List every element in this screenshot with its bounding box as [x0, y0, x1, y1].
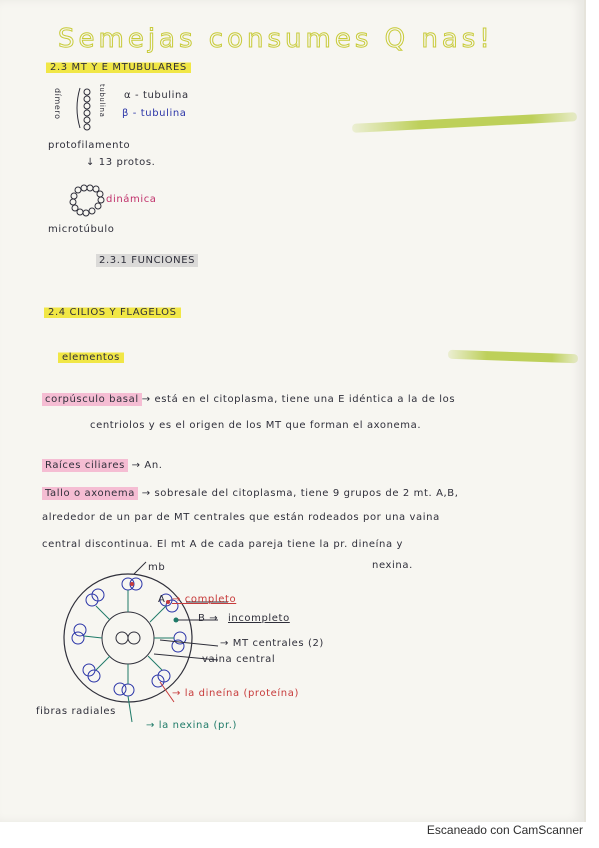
b-label: B →: [198, 613, 219, 624]
alpha-tubulina: α - tubulina: [124, 90, 189, 101]
tallo-label: Tallo o axonema: [42, 487, 138, 500]
tallo-line-1: [42, 488, 459, 499]
corpusculo-line-2: centriolos y es el origen de los MT que forman el axonema.: [90, 420, 422, 431]
beta-tubulina: β - tubulina: [122, 108, 187, 119]
highlighter-stroke: [352, 112, 577, 133]
section-heading-2-4: [44, 307, 181, 318]
tallo-text-1: → sobresale del citoplasma, tiene 9 grupos de 2 mt. A,B,: [141, 488, 459, 499]
protofilamento: protofilamento: [48, 140, 131, 151]
raices-line: [42, 460, 163, 471]
incompleto-text: incompleto: [228, 613, 290, 624]
dineina-label: → la dineína (proteína): [172, 688, 299, 699]
section-heading-2-3-1: [96, 255, 198, 266]
tallo-line-4: nexina.: [372, 560, 413, 571]
section-heading-2-3-1-text: 2.3.1 FUNCIONES: [96, 254, 198, 267]
nexina-label: → la nexina (pr.): [146, 720, 238, 731]
corpusculo-line-1: [42, 394, 455, 405]
tallo-line-2: alrededor de un par de MT centrales que están rodeados por una vaina: [42, 512, 440, 523]
highlighter-stroke: [448, 350, 578, 364]
elementos-heading-text: elementos: [58, 351, 124, 364]
incompleto-label: [228, 613, 290, 624]
microtubulo-label: microtúbulo: [48, 224, 115, 235]
mt-centrales-label: → MT centrales (2): [220, 638, 324, 649]
section-heading-2-4-text: 2.4 CILIOS Y FLAGELOS: [44, 306, 181, 319]
dimero-label: dímero: [53, 88, 62, 120]
raices-text: → An.: [131, 460, 163, 471]
elementos-heading: [58, 352, 124, 363]
section-heading-2-3-text: 2.3 MT Y E MTUBULARES: [46, 61, 191, 74]
fibras-radiales-label: fibras radiales: [36, 706, 116, 717]
completo-label: [172, 594, 236, 605]
raices-label: Raíces ciliares: [42, 459, 128, 472]
tallo-line-3: central discontinua. El mt A de cada pareja tiene la pr. dineína y: [42, 539, 404, 550]
trece-protos: ↓ 13 protos.: [86, 157, 156, 168]
corpusculo-label: corpúsculo basal: [42, 393, 142, 406]
a-label: A: [158, 594, 166, 605]
scanner-watermark: Escaneado con CamScanner: [426, 823, 583, 837]
corpusculo-text-1: → está en el citoplasma, tiene una E idéntica a la de los: [141, 394, 456, 405]
completo-text: → completo: [172, 594, 237, 605]
tubulina-label: tubulina: [98, 84, 106, 118]
vaina-central-label: vaina central: [202, 654, 276, 665]
page-title: Semejas consumes Q nas!: [58, 24, 494, 54]
dinamica-label: dinámica: [106, 194, 157, 205]
mb-label: mb: [148, 562, 166, 573]
section-heading-2-3: [46, 62, 191, 73]
